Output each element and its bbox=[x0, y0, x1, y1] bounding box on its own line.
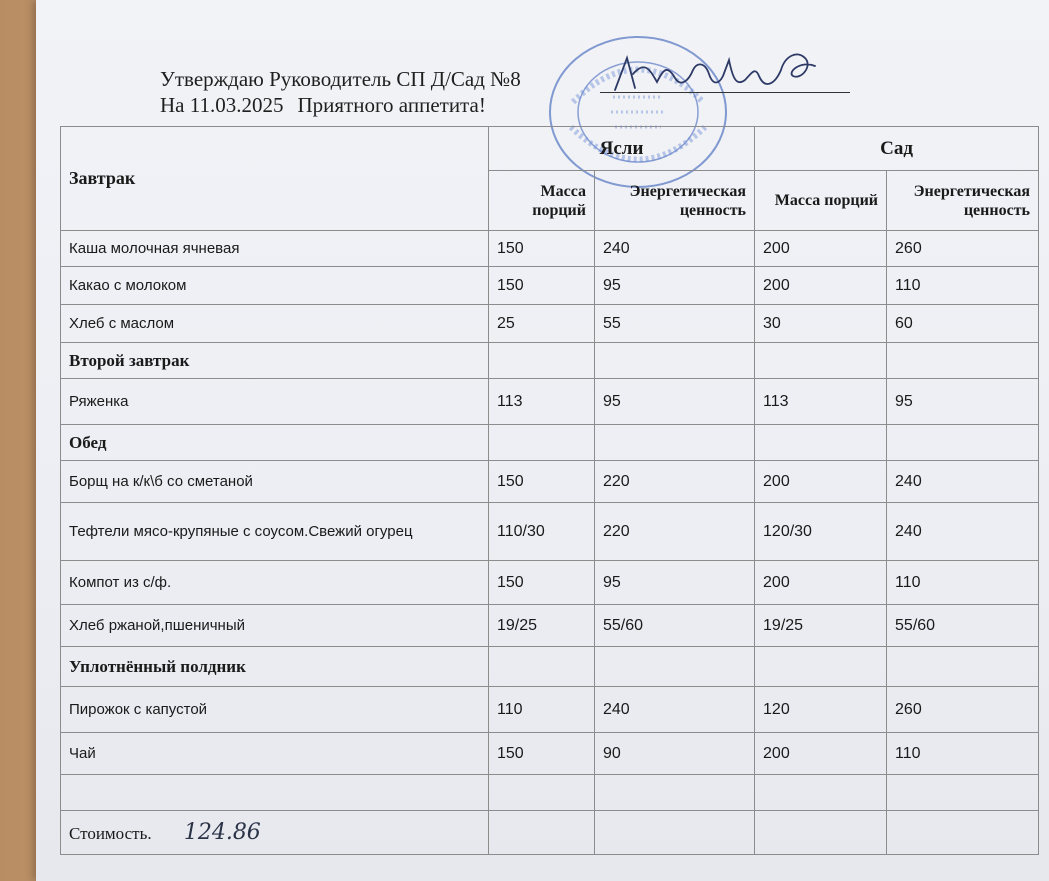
approval-line bbox=[160, 66, 521, 92]
garden-mass: 113 bbox=[755, 379, 887, 425]
table-row bbox=[61, 231, 1039, 267]
table-row bbox=[61, 267, 1039, 305]
section-row bbox=[61, 647, 1039, 687]
table-row bbox=[61, 461, 1039, 503]
dish-name: Чай bbox=[61, 733, 489, 775]
nursery-mass: 110/30 bbox=[489, 503, 595, 561]
dish-name: Пирожок с капустой bbox=[61, 687, 489, 733]
dish-name: Каша молочная ячневая bbox=[61, 231, 489, 267]
garden-energy: 110 bbox=[887, 267, 1039, 305]
nursery-energy: 240 bbox=[595, 687, 755, 733]
empty-cell bbox=[755, 811, 887, 855]
group-header-row bbox=[61, 127, 1039, 171]
empty-cell bbox=[595, 775, 755, 811]
nursery-mass-header: Масса порций bbox=[489, 171, 595, 231]
dish-name: Хлеб ржаной,пшеничный bbox=[61, 605, 489, 647]
section-title: Обед bbox=[61, 425, 489, 461]
garden-energy-header: Энергетическая ценность bbox=[887, 171, 1039, 231]
nursery-mass: 150 bbox=[489, 231, 595, 267]
garden-energy: 60 bbox=[887, 305, 1039, 343]
empty-cell bbox=[489, 343, 595, 379]
empty-cell bbox=[595, 425, 755, 461]
cost-value: 124.86 bbox=[183, 820, 261, 845]
date-label: На bbox=[160, 93, 185, 117]
table-row bbox=[61, 503, 1039, 561]
table-row bbox=[61, 561, 1039, 605]
nursery-mass: 150 bbox=[489, 561, 595, 605]
table-row bbox=[61, 379, 1039, 425]
empty-cell bbox=[595, 647, 755, 687]
dish-name: Хлеб с маслом bbox=[61, 305, 489, 343]
menu-header bbox=[160, 66, 521, 118]
empty-cell bbox=[887, 811, 1039, 855]
garden-energy: 95 bbox=[887, 379, 1039, 425]
dish-name: Компот из с/ф. bbox=[61, 561, 489, 605]
section-title: Второй завтрак bbox=[61, 343, 489, 379]
section-row bbox=[61, 343, 1039, 379]
garden-mass: 200 bbox=[755, 267, 887, 305]
empty-cell bbox=[887, 775, 1039, 811]
garden-mass: 19/25 bbox=[755, 605, 887, 647]
empty-cell bbox=[887, 425, 1039, 461]
empty-cell bbox=[595, 343, 755, 379]
garden-group-header: Сад bbox=[755, 127, 1039, 171]
empty-cell bbox=[755, 343, 887, 379]
nursery-energy: 95 bbox=[595, 267, 755, 305]
garden-energy: 110 bbox=[887, 733, 1039, 775]
nursery-energy: 220 bbox=[595, 461, 755, 503]
nursery-mass: 19/25 bbox=[489, 605, 595, 647]
nursery-energy: 95 bbox=[595, 379, 755, 425]
nursery-mass: 25 bbox=[489, 305, 595, 343]
menu-date: 11.03.2025 bbox=[189, 93, 284, 117]
empty-cell bbox=[489, 775, 595, 811]
empty-cell bbox=[755, 775, 887, 811]
cost-label: Стоимость. bbox=[69, 824, 152, 843]
nursery-mass: 110 bbox=[489, 687, 595, 733]
nursery-energy: 90 bbox=[595, 733, 755, 775]
garden-mass: 200 bbox=[755, 561, 887, 605]
garden-energy: 55/60 bbox=[887, 605, 1039, 647]
empty-cell bbox=[887, 343, 1039, 379]
garden-energy: 260 bbox=[887, 231, 1039, 267]
garden-energy: 260 bbox=[887, 687, 1039, 733]
nursery-mass: 150 bbox=[489, 267, 595, 305]
empty-cell bbox=[489, 425, 595, 461]
dish-name: Борщ на к/к\б со сметаной bbox=[61, 461, 489, 503]
nursery-mass: 150 bbox=[489, 461, 595, 503]
garden-energy: 240 bbox=[887, 503, 1039, 561]
table-row bbox=[61, 605, 1039, 647]
nursery-energy: 55 bbox=[595, 305, 755, 343]
cost-row bbox=[61, 811, 1039, 855]
nursery-energy: 55/60 bbox=[595, 605, 755, 647]
empty-cell bbox=[489, 647, 595, 687]
garden-mass: 200 bbox=[755, 231, 887, 267]
dish-name: Тефтели мясо-крупяные с соусом.Свежий огурец bbox=[61, 503, 489, 561]
nursery-mass: 150 bbox=[489, 733, 595, 775]
empty-cell bbox=[887, 647, 1039, 687]
date-line bbox=[160, 92, 521, 118]
menu-table bbox=[60, 126, 1039, 855]
cost-cell bbox=[61, 811, 489, 855]
nursery-energy-header: Энергетическая ценность bbox=[595, 171, 755, 231]
dish-name: Какао с молоком bbox=[61, 267, 489, 305]
garden-energy: 110 bbox=[887, 561, 1039, 605]
section-title: Уплотнённый полдник bbox=[61, 647, 489, 687]
greeting-text: Приятного аппетита! bbox=[297, 93, 486, 117]
table-row bbox=[61, 733, 1039, 775]
empty-cell bbox=[489, 811, 595, 855]
empty-cell bbox=[755, 647, 887, 687]
table-row bbox=[61, 687, 1039, 733]
garden-mass: 120 bbox=[755, 687, 887, 733]
garden-mass: 200 bbox=[755, 461, 887, 503]
nursery-energy: 220 bbox=[595, 503, 755, 561]
nursery-group-header: Ясли bbox=[489, 127, 755, 171]
garden-mass: 200 bbox=[755, 733, 887, 775]
handwritten-signature bbox=[605, 40, 835, 110]
garden-mass: 120/30 bbox=[755, 503, 887, 561]
garden-mass: 30 bbox=[755, 305, 887, 343]
blank-row bbox=[61, 775, 1039, 811]
nursery-energy: 95 bbox=[595, 561, 755, 605]
garden-energy: 240 bbox=[887, 461, 1039, 503]
table-row bbox=[61, 305, 1039, 343]
approval-text: Утверждаю Руководитель СП Д/Сад №8 bbox=[160, 67, 521, 91]
empty-cell bbox=[61, 775, 489, 811]
garden-mass-header: Масса порций bbox=[755, 171, 887, 231]
empty-cell bbox=[755, 425, 887, 461]
dish-name: Ряженка bbox=[61, 379, 489, 425]
nursery-mass: 113 bbox=[489, 379, 595, 425]
breakfast-header-cell: Завтрак bbox=[61, 127, 489, 231]
section-row bbox=[61, 425, 1039, 461]
nursery-energy: 240 bbox=[595, 231, 755, 267]
empty-cell bbox=[595, 811, 755, 855]
